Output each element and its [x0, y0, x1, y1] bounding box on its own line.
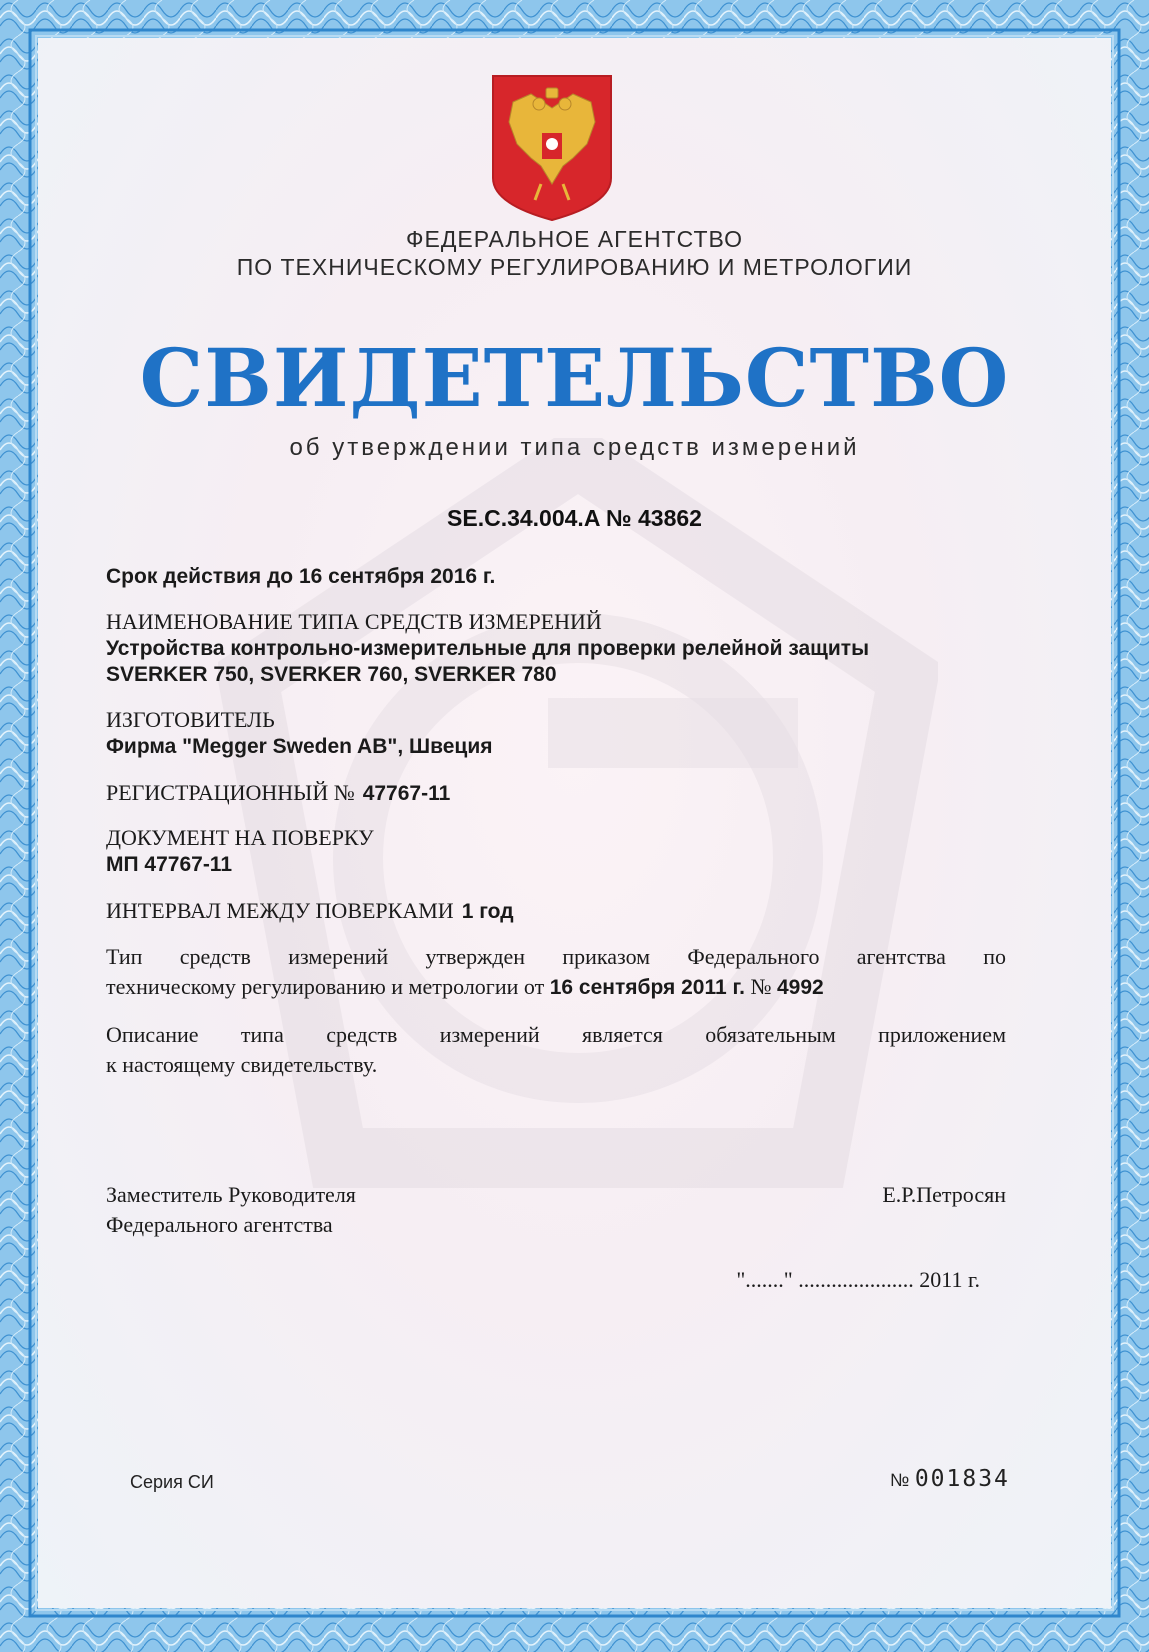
blank-number [890, 1466, 1010, 1492]
approval-date: 16 сентября 2011 г. [549, 976, 745, 999]
document-title: СВИДЕТЕЛЬСТВО [139, 331, 1010, 425]
series-label: Серия СИ [130, 1472, 214, 1492]
registration-label: РЕГИСТРАЦИОННЫЙ № [106, 780, 355, 805]
verification-document-label: ДОКУМЕНТ НА ПОВЕРКУ [106, 825, 374, 850]
manufacturer-value: Фирма "Megger Sweden AB", Швеция [106, 735, 493, 758]
signatory-name: Е.Р.Петросян [882, 1182, 1006, 1207]
validity-period: Срок действия до 16 сентября 2016 г. [106, 565, 496, 588]
signatory-title-line1: Заместитель Руководителя [106, 1182, 356, 1207]
interval-row [106, 897, 1006, 925]
registration-row [106, 779, 1006, 807]
verification-document-value: МП 47767-11 [106, 853, 233, 876]
approval-line2 [106, 972, 1006, 1002]
instrument-name: Устройства контрольно-измерительные для проверки релейной защиты [106, 637, 870, 660]
interval-value: 1 год [461, 900, 514, 923]
manufacturer-label: ИЗГОТОВИТЕЛЬ [106, 707, 275, 732]
blank-number-value: 001834 [914, 1466, 1010, 1492]
approval-order-number: 4992 [776, 976, 824, 999]
russian-coat-of-arms-icon [491, 74, 613, 222]
approval-line1: Тип средств измерений утвержден приказом Федерального агентства по [106, 944, 1006, 969]
instrument-label: НАИМЕНОВАНИЕ ТИПА СРЕДСТВ ИЗМЕРЕНИЙ [106, 609, 602, 634]
registration-value: 47767-11 [362, 782, 451, 805]
signature-date-line: "......." ..................... 2011 г. [736, 1267, 980, 1292]
agency-name-line1: ФЕДЕРАЛЬНОЕ АГЕНТСТВО [406, 226, 743, 252]
agency-name-line2: ПО ТЕХНИЧЕСКОМУ РЕГУЛИРОВАНИЮ И МЕТРОЛОГИИ [236, 254, 913, 280]
document-subtitle: об утверждении типа средств измерений [289, 434, 860, 461]
instrument-models: SVERKER 750, SVERKER 760, SVERKER 780 [106, 663, 557, 686]
watermark-logo [218, 438, 938, 1198]
description-line1: Описание типа средств измерений является обязательным приложением [106, 1022, 1006, 1047]
interval-label: ИНТЕРВАЛ МЕЖДУ ПОВЕРКАМИ [106, 898, 454, 923]
certificate-number: SE.C.34.004.A № 43862 [447, 505, 702, 531]
blank-number-sign: № [890, 1470, 910, 1490]
approval-text: техническому регулированию и метрологии от [106, 974, 550, 999]
approval-number-sign: № [744, 974, 777, 999]
signatory-title-line2: Федерального агентства [106, 1212, 333, 1237]
description-line2: к настоящему свидетельству. [106, 1052, 378, 1077]
